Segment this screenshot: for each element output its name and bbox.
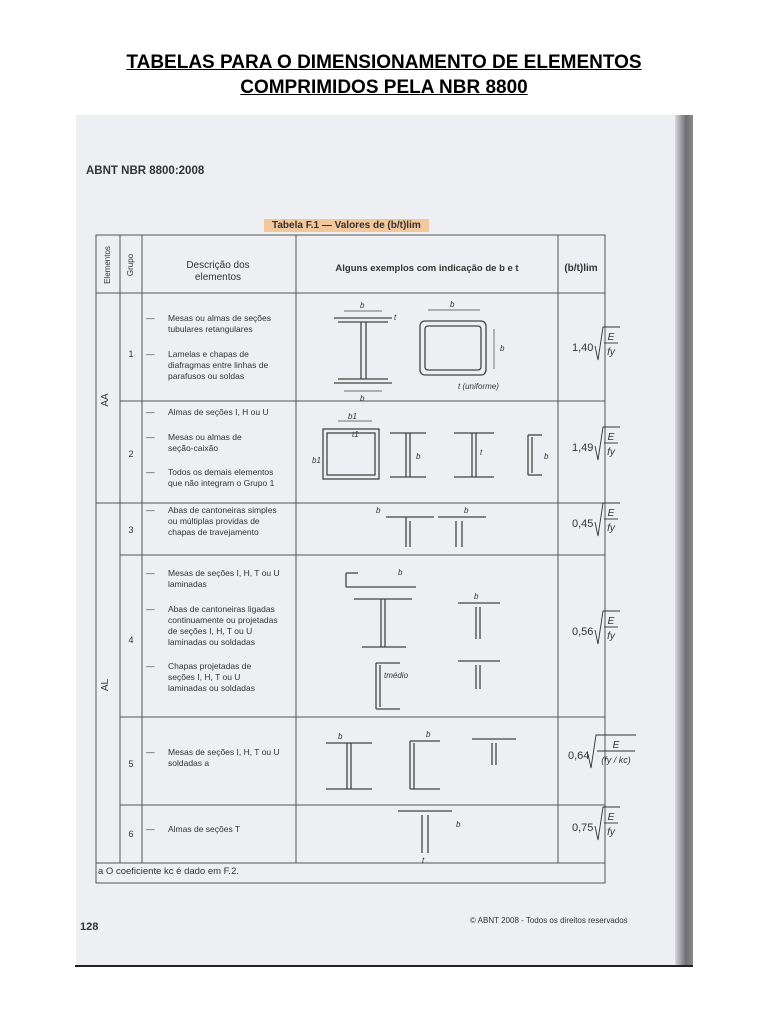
section-double-angle-a — [386, 517, 434, 547]
section-tube — [420, 321, 486, 375]
label-b-5: b — [338, 732, 343, 741]
label-t-medio: tmédio — [384, 671, 409, 680]
grupo-6: 6 — [128, 829, 134, 839]
svg-text:—: — — [146, 824, 155, 834]
page-title-line-2: COMPRIMIDOS PELA NBR 8800 — [240, 77, 528, 98]
coef-4: 0,56 — [572, 626, 594, 638]
svg-text:E: E — [607, 812, 615, 823]
desc-4-3b: seções I, H, T ou U — [168, 672, 241, 682]
header-limite: (b/t)lim — [564, 263, 598, 274]
label-t-uniforme: t (uniforme) — [458, 382, 499, 391]
desc-4-3a: Chapas projetadas de — [168, 661, 252, 671]
svg-text:E: E — [607, 616, 615, 627]
label-t-2: t — [480, 448, 483, 457]
svg-text:fy: fy — [607, 347, 615, 358]
coef-2: 1,49 — [572, 442, 594, 454]
page-title — [0, 50, 768, 100]
desc-3-1c: chapas de travejamento — [168, 527, 259, 537]
svg-text:fy: fy — [607, 631, 615, 642]
coef-6: 0,75 — [572, 822, 594, 834]
svg-text:(fy / kc): (fy / kc) — [601, 755, 631, 765]
desc-2-1a: Almas de seções I, H ou U — [168, 407, 269, 417]
desc-2-3b: que não integram o Grupo 1 — [168, 478, 275, 488]
class-aa: AA — [100, 393, 111, 407]
svg-text:fy: fy — [607, 523, 615, 534]
svg-text:—: — — [146, 505, 155, 515]
label-t-1a: t — [394, 313, 397, 322]
desc-4-1b: laminadas — [168, 579, 207, 589]
section-i-4 — [354, 599, 412, 647]
label-b-1c: b — [450, 300, 455, 309]
label-b-4: b — [398, 568, 403, 577]
grupo-2: 2 — [128, 449, 134, 459]
label-b-2b: b — [544, 452, 549, 461]
header-grupo: Grupo — [126, 253, 135, 277]
svg-text:E: E — [607, 332, 615, 343]
desc-1-1a: Mesas ou almas de seções — [168, 313, 271, 323]
desc-4-2b: continuamente ou projetadas — [168, 615, 278, 625]
label-b1-side: b1 — [312, 456, 321, 465]
label-b-6: b — [456, 820, 461, 829]
svg-text:—: — — [146, 467, 155, 477]
table-footnote: a O coeficiente kc é dado em F.2. — [98, 866, 239, 877]
label-b1: b1 — [348, 412, 357, 421]
standard-header: ABNT NBR 8800:2008 — [86, 165, 205, 177]
grupo-4: 4 — [128, 635, 134, 645]
desc-1-2b: diafragmas entre linhas de — [168, 360, 269, 370]
copyright: © ABNT 2008 - Todos os direitos reservados — [470, 916, 628, 925]
scanned-page — [76, 115, 693, 965]
desc-1-2a: Lamelas e chapas de — [168, 349, 249, 359]
svg-text:—: — — [146, 313, 155, 323]
label-t-6: t — [422, 856, 425, 865]
svg-text:—: — — [146, 568, 155, 578]
desc-4-2d: laminadas ou soldadas — [168, 637, 255, 647]
desc-4-2a: Abas de cantoneiras ligadas — [168, 604, 275, 614]
section-box — [323, 429, 379, 479]
section-u-5 — [410, 741, 440, 789]
grupo-3: 3 — [128, 525, 134, 535]
coef-3: 0,45 — [572, 518, 594, 530]
grupo-5: 5 — [128, 759, 134, 769]
label-b-4b: b — [474, 592, 479, 601]
desc-3-1b: ou múltiplas providas de — [168, 516, 260, 526]
section-t-4b — [458, 661, 500, 689]
svg-text:fy: fy — [607, 447, 615, 458]
svg-text:E: E — [607, 508, 615, 519]
section-t-4a — [458, 603, 500, 639]
svg-text:—: — — [146, 349, 155, 359]
label-b-5b: b — [426, 730, 431, 739]
label-b-2: b — [416, 452, 421, 461]
svg-text:—: — — [146, 747, 155, 757]
desc-2-2b: seção-caixão — [168, 443, 219, 453]
header-elementos: Elementos — [103, 246, 112, 284]
desc-4-2c: de seções I, H, T ou U — [168, 626, 253, 636]
desc-3-1a: Abas de cantoneiras simples — [168, 505, 277, 515]
svg-text:—: — — [146, 604, 155, 614]
grupo-1: 1 — [128, 349, 134, 359]
class-al: AL — [100, 678, 111, 692]
section-i-2 — [390, 433, 426, 477]
svg-text:—: — — [146, 407, 155, 417]
desc-2-3a: Todos os demais elementos — [168, 467, 274, 477]
section-h-2 — [454, 433, 494, 477]
section-i-5 — [326, 743, 372, 789]
svg-text:—: — — [146, 661, 155, 671]
limits-table — [76, 115, 693, 965]
section-u-2 — [528, 435, 542, 475]
label-b-1d: b — [500, 344, 505, 353]
desc-4-3c: laminadas ou soldadas — [168, 683, 255, 693]
section-t-6 — [398, 811, 452, 853]
svg-text:fy: fy — [607, 827, 615, 838]
section-angle-4 — [346, 573, 416, 587]
header-descricao-1: Descrição dos — [186, 260, 250, 271]
coef-1: 1,40 — [572, 342, 594, 354]
desc-5-1b: soldadas a — [168, 758, 210, 768]
table-caption: Tabela F.1 — Valores de (b/t)lim — [264, 219, 429, 232]
header-descricao-2: elementos — [194, 272, 242, 283]
desc-2-2a: Mesas ou almas de — [168, 432, 242, 442]
page-number: 128 — [80, 921, 99, 933]
bottom-rule — [75, 965, 693, 967]
section-double-angle-b — [438, 517, 486, 547]
section-tube-inner — [425, 326, 481, 370]
desc-1-1b: tubulares retangulares — [168, 324, 253, 334]
label-b-3a: b — [376, 506, 381, 515]
section-i-with-plates — [334, 311, 392, 391]
section-u-4 — [376, 663, 400, 709]
svg-text:E: E — [607, 432, 615, 443]
label-t1: t1 — [352, 430, 359, 439]
label-b-3b: b — [464, 506, 469, 515]
desc-5-1a: Mesas de seções I, H, T ou U — [168, 747, 280, 757]
coef-5: 0,64 — [568, 750, 590, 762]
svg-text:—: — — [146, 432, 155, 442]
desc-1-2c: parafusos ou soldas — [168, 371, 245, 381]
label-b-1b: b — [360, 394, 365, 403]
header-exemplos: Alguns exemplos com indicação de b e t — [335, 263, 519, 274]
desc-6-1a: Almas de seções T — [168, 824, 241, 834]
svg-text:E: E — [612, 740, 620, 751]
label-b-1a: b — [360, 301, 365, 310]
scan-binding-shadow — [675, 115, 693, 965]
section-drawings — [323, 310, 542, 853]
section-t-5 — [472, 739, 516, 765]
page-title-line-1: TABELAS PARA O DIMENSIONAMENTO DE ELEMENTOS — [126, 52, 642, 73]
desc-4-1a: Mesas de seções I, H, T ou U — [168, 568, 280, 578]
